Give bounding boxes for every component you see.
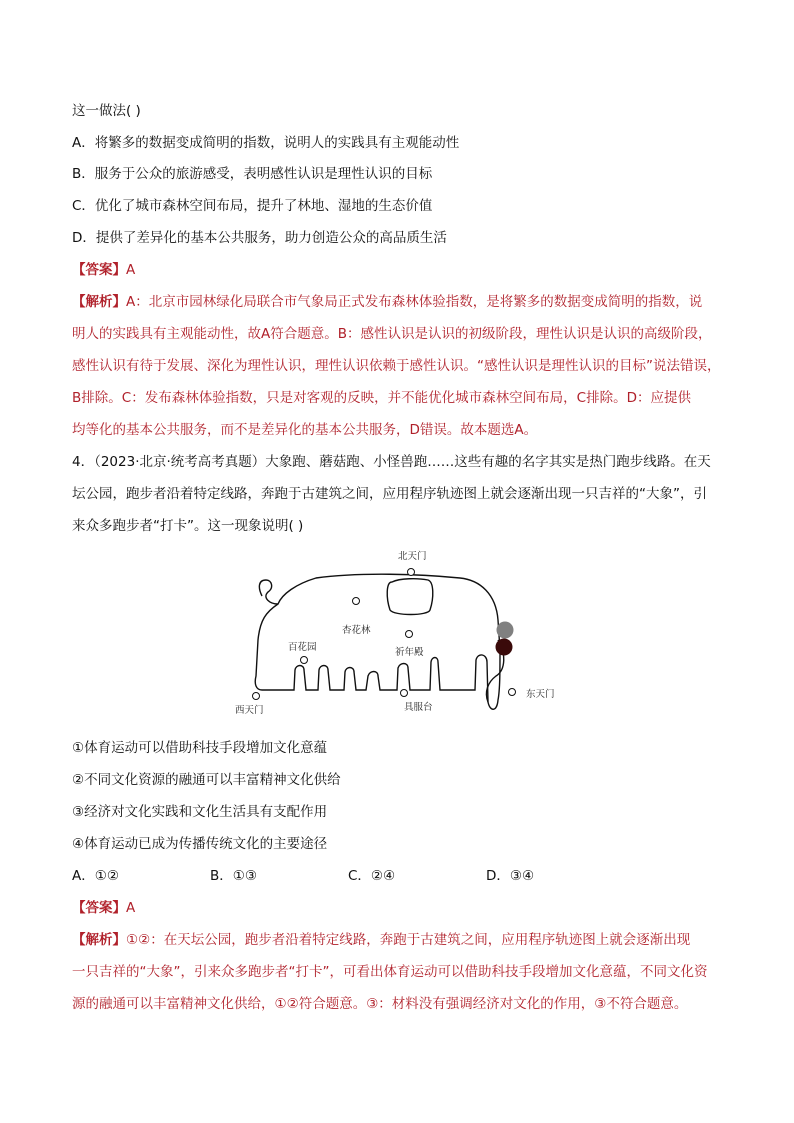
east-gate-marker — [509, 689, 516, 696]
q3-analysis-tag: 【解析】 — [72, 294, 126, 310]
label-north-gate: 北天门 — [398, 551, 427, 562]
q4-answer-tag: 【答案】 — [72, 900, 126, 916]
q4-answer — [72, 898, 722, 918]
label-hundred-flowers: 百花园 — [288, 642, 317, 653]
north-gate-marker — [408, 569, 415, 576]
label-apricot-grove: 杏花林 — [342, 625, 371, 636]
q4-stem-line-3: 来众多跑步者“打卡”。这一现象说明( ) — [72, 518, 304, 534]
west-gate-marker — [253, 693, 260, 700]
q4-statement-3: ③经济对文化实践和文化生活具有支配作用 — [72, 804, 328, 820]
q4-analysis-line-1: 【解析】①②：在天坛公园，跑步者沿着特定线路，奔跑于古建筑之间，应用程序轨迹图上就会逐渐出现 — [72, 932, 691, 948]
q3-analysis-line-2: 明人的实践具有主观能动性，故A符合题意。B：感性认识是认识的初级阶段，理性认识是认识的高级阶段， — [72, 326, 712, 342]
hundred-flowers-marker — [301, 657, 308, 664]
q4-analysis-line-3: 源的融通可以丰富精神文化供给，①②符合题意。③：材料没有强调经济对文化的作用，③不符合题意。 — [72, 996, 688, 1012]
q3-option-c: C．优化了城市森林空间布局，提升了林地、湿地的生态价值 — [72, 198, 433, 214]
q3-analysis-line-3: 感性认识有待于发展、深化为理性认识，理性认识依赖于感性认识。“感性认识是理性认识的目标”说法错误， — [72, 358, 721, 374]
elephant-saddle-path — [387, 579, 433, 615]
q4-statement-4: ④体育运动已成为传播传统文化的主要途径 — [72, 836, 328, 852]
start-point-dark — [496, 639, 513, 656]
apricot-grove-marker — [353, 598, 360, 605]
q4-analysis-line-2: 一只吉祥的“大象”，引来众多跑步者“打卡”，可看出体育运动可以借助科技手段增加文化意蕴，不同文化资 — [72, 964, 708, 980]
q4-choice-a: A．①② — [72, 868, 119, 884]
label-west-gate: 西天门 — [235, 705, 264, 716]
q4-stem-line-1: 4．（2023·北京·统考高考真题）大象跑、蘑菇跑、小怪兽跑……这些有趣的名字其实是热门跑步线路。在天 — [72, 454, 711, 470]
q3-answer — [72, 260, 722, 280]
q4-statement-2: ②不同文化资源的融通可以丰富精神文化供给 — [72, 772, 341, 788]
q4-choice-b: B．①③ — [210, 868, 257, 884]
label-fuyan-platform: 具服台 — [404, 702, 433, 713]
q3-analysis-line-4: B排除。C：发布森林体验指数，只是对客观的反映，并不能优化城市森林空间布局，C排除。D：应提供 — [72, 390, 692, 406]
q3-option-a: A．将繁多的数据变成简明的指数，说明人的实践具有主观能动性 — [72, 135, 460, 151]
q3-analysis-line-1: 【解析】A：北京市园林绿化局联合市气象局正式发布森林体验指数，是将繁多的数据变成简明的指数，说 — [72, 294, 703, 310]
label-prayer-hall: 祈年殿 — [395, 647, 424, 658]
q4-choice-c: C．②④ — [348, 868, 396, 884]
prayer-hall-marker — [406, 631, 413, 638]
end-point-grey — [497, 622, 514, 639]
q4-stem-line-2: 坛公园，跑步者沿着特定线路，奔跑于古建筑之间，应用程序轨迹图上就会逐渐出现一只吉祥的“大象”，引 — [72, 486, 707, 502]
q3-option-b: B．服务于公众的旅游感受，表明感性认识是理性认识的目标 — [72, 166, 433, 182]
q3-answer-value: A — [126, 262, 136, 278]
q4-answer-value: A — [126, 900, 136, 916]
q4-analysis-tag: 【解析】 — [72, 932, 126, 948]
label-east-gate: 东天门 — [526, 689, 555, 700]
q3-stem-tail: 这一做法( ) — [72, 103, 141, 119]
elephant-route-path — [255, 574, 500, 709]
q3-option-d: D．提供了差异化的基本公共服务，助力创造公众的高品质生活 — [72, 230, 447, 246]
q4-choice-d: D．③④ — [486, 868, 535, 884]
q3-analysis-line-5: 均等化的基本公共服务，而不是差异化的基本公共服务，D错误。故本题选A。 — [72, 422, 538, 438]
elephant-trunk-path — [486, 640, 503, 702]
q3-answer-tag: 【答案】 — [72, 262, 126, 278]
fuyan-platform-marker — [401, 690, 408, 697]
q4-statement-1: ①体育运动可以借助科技手段增加文化意蕴 — [72, 740, 328, 756]
